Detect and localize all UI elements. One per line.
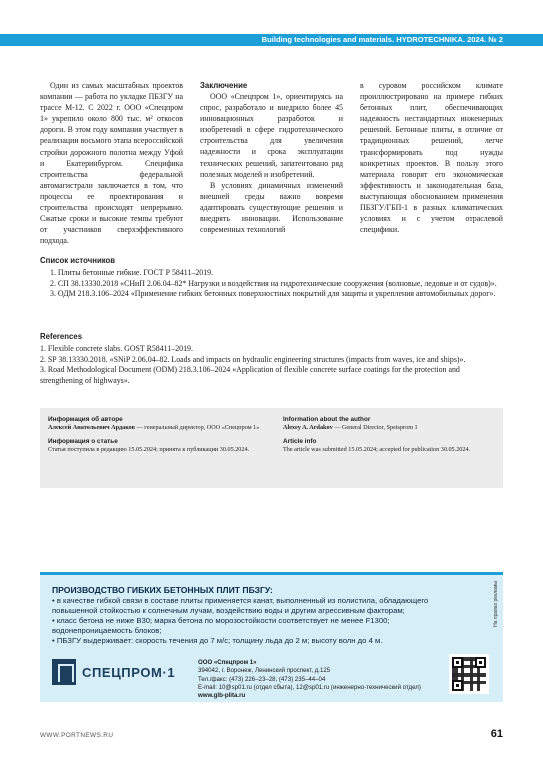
references-en: [40, 332, 503, 387]
advertisement-block: [40, 572, 503, 702]
reference-item: 1. Плиты бетонные гибкие. ГОСТ Р 58411–2019.: [50, 267, 214, 277]
article-info-text: Статья поступила в редакцию 15.05.2024; принята к публикации 30.05.2024.: [48, 446, 250, 454]
column-2: [200, 80, 343, 235]
page-number: 61: [490, 728, 503, 740]
column-1: [40, 80, 183, 246]
reference-item: 3. ОДМ 218.3.106–2024 «Применение гибких бетонных поверхностных покрытий для защиты и укрепления автомобильных дорог».: [50, 289, 496, 299]
paragraph: ООО «Спецпром 1», ориентируясь на спрос, разработало и внедрило более 45 инновационных разработок и изобретений в сфере гидротехнического строительства для увеличения надежности и срока эксплуатации технических решений, запатентовано ряд полезных моделей и изобретений.: [200, 92, 343, 179]
ad-side-note: На правах рекламы: [493, 581, 499, 627]
author-info-box: [40, 408, 503, 488]
reference-item: 2. SP 38.13330.2018. «SNiP 2.06.04–82. Loads and impacts on hydraulic engineering structures (impacts from waves, ice and ships)».: [40, 354, 466, 364]
references-ru: [40, 256, 503, 300]
column-3: [360, 80, 503, 235]
reference-item: 2. СП 38.13330.2018 «СНиП 2.06.04–82* Нагрузки и воздействия на гидротехнические сооружения (волновые, ледовые и от судов)».: [50, 278, 497, 288]
qr-code-icon: [449, 654, 489, 694]
author-line: [283, 424, 503, 432]
author-info-en: [283, 416, 503, 455]
company-email: E-mail: 10@sp01.ru (отдел сбыта), 12@sp01.ru (инженерно-технический отдел): [198, 683, 421, 691]
company-address: 394042, г. Воронеж, Ленинский проспект, д.125: [198, 667, 331, 675]
company-name: ООО «Спецпром 1»: [198, 659, 257, 666]
ad-feature-list: [52, 596, 470, 646]
reference-item: 3. Road Methodological Document (ODM) 218.3.106–2024 «Application of flexible concrete surface coatings for the protection and strengthening of highways».: [40, 365, 460, 386]
article-info-text: The article was submitted 15.05.2024; accepted for publication 30.05.2024.: [283, 446, 471, 454]
ad-feature-item: • ПБЗГУ выдерживает: скорость течения до 7 м/с; толщину льда до 2 м; высоту волн до 4 м.: [52, 636, 383, 646]
references-en-title: References: [40, 332, 83, 341]
logo-mark-icon: [52, 659, 76, 685]
conclusion-heading: Заключение: [200, 81, 248, 90]
references-ru-title: Список источников: [40, 256, 116, 265]
company-logo: [52, 655, 176, 689]
author-line: [48, 424, 268, 432]
company-phone: Тел./факс: (473) 226–23–28, (473) 235–44–04: [198, 675, 326, 683]
company-website-link[interactable]: www.glb-plita.ru: [198, 692, 246, 700]
author-name: Alexey A. Ardakov: [283, 424, 333, 432]
journal-header-bar: [0, 34, 543, 46]
article-info-heading: Article info: [283, 437, 317, 445]
logo-wordmark: СПЕЦПРОМ·1: [82, 665, 176, 680]
ad-title: ПРОИЗВОДСТВО ГИБКИХ БЕТОННЫХ ПЛИТ ПБЗГУ:: [52, 585, 273, 595]
journal-title: Building technologies and materials. HYDROTECHNIKA. 2024. № 2: [261, 35, 503, 44]
author-info-heading: Information about the author: [283, 416, 371, 423]
author-info-heading: Информация об авторе: [48, 416, 123, 423]
article-body: [40, 80, 503, 260]
author-info-ru: [48, 416, 268, 455]
paragraph: Один из самых масштабных проектов компании — работа по укладке ПБЗГУ на трассе М-12. С 2022 г. ООО «Спецпром 1» укрепило около 800 тыс. м² откосов дороги. В этом году компания участвует в реализации восьмого этапа всероссийской стройки дорожного полотна между Уфой и Екатеринбургом. Специфика строительства федеральной автомагистрали заключается в том, что процессы ее проектирования и строительства происходят непрерывно. Сжатые сроки и высокие темпы требуют от участников сверхэффективного подхода.: [40, 81, 183, 246]
article-info-heading: Информация о статье: [48, 437, 118, 445]
footer-website: WWW.PORTNEWS.RU: [40, 732, 114, 739]
contact-info: [198, 659, 448, 700]
ad-feature-item: • класс бетона не ниже В30; марка бетона по морозостойкости соответствует не менее F1300; водонепроницаемость блоков;: [52, 616, 390, 636]
author-name: Алексей Анатольевич Ардаков: [48, 424, 135, 432]
paragraph: В условиях динамичных изменений внешней среды важно вовремя адаптировать существующие решения и внедрять инновации. Использование современных технологий: [200, 180, 343, 235]
ad-feature-item: • в качестве гибкой связи в составе плиты применяется канат, выполненный из полистила, обладающего повышенной стойкостью к солнечным лучам, воздействию воды и другим агрессивным факторам;: [52, 596, 429, 616]
author-description: — генеральный директор, ООО «Спецпром 1»: [134, 424, 260, 432]
paragraph: в суровом российском климате проиллюстрировано на примере гибких бетонных плит, обеспечивающих надежность нестандартных инженерных решений. Бетонные плиты, в отличие от традиционных решений, легче трансформировать под нужды конкретных проектов. В пользу этого материала говорят его экономическая эффективность и законодательная база, выступающая обоснованием применения ПБЗГУ/ГБП-1 в разных климатических условиях и с учетом отраслевой специфики.: [360, 81, 503, 235]
author-description: — General Director, Spetsprom 1: [332, 424, 418, 432]
reference-item: 1. Flexible concrete slabs. GOST R58411–2019.: [40, 343, 193, 353]
